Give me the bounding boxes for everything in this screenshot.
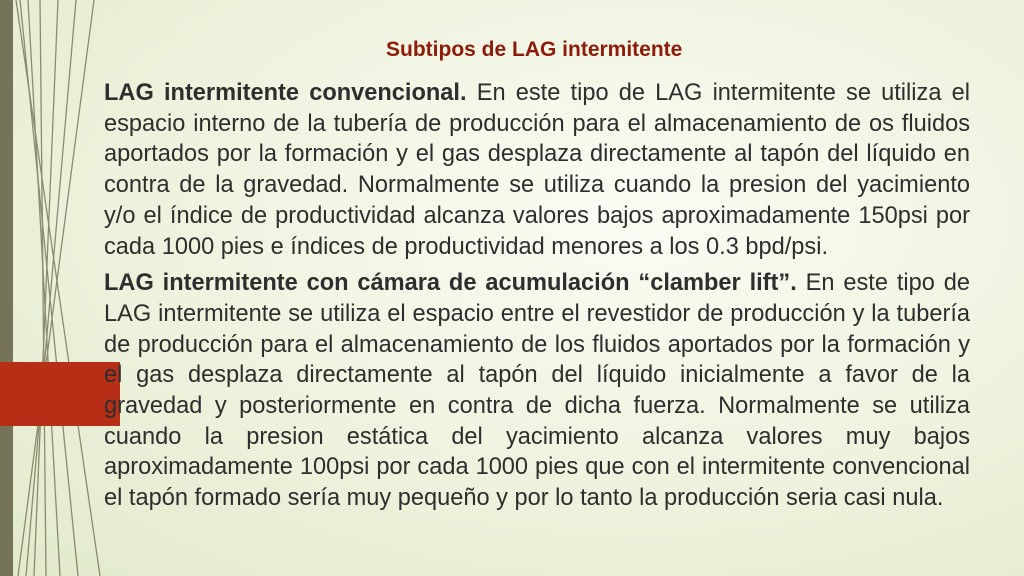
- accent-tab: [0, 362, 120, 426]
- paragraph-text: En este tipo de LAG intermitente se utiliza el espacio interno de la tubería de producción para el almacenamiento de os fluidos aportados por la formación y el gas desplaza directamente al tapón del líquido en contra de la gravedad. Normalmente se utiliza cuando la presion del yacimiento y/o el índice de productividad alcanza valores bajos aproximadamente 150psi por cada 1000 pies e índices de productividad menores a los 0.3 bpd/psi.: [104, 80, 970, 260]
- paragraph-conventional: [104, 78, 970, 262]
- paragraph-lead: LAG intermitente convencional.: [104, 80, 467, 106]
- paragraph-chamber-lift: [104, 268, 970, 514]
- paragraph-lead: LAG intermitente con cámara de acumulación “clamber lift”.: [104, 270, 797, 297]
- slide-body: [104, 78, 970, 520]
- slide-title: Subtipos de LAG intermitente: [386, 38, 683, 61]
- paragraph-text: En este tipo de LAG intermitente se utiliza el espacio entre el revestidor de producción y la tubería de producción para el almacenamiento de los fluidos aportados por la formación y el gas desplaza directamente al tapón del líquido inicialmente a favor de la gravedad y posteriormente en contra de dicha fuerza. Normalmente se utiliza cuando la presion estática del yacimiento alcanza valores muy bajos aproximadamente 100psi por cada 1000 pies que con el intermitente convencional el tapón formado sería muy pequeño y por lo tanto la producción seria casi nula.: [104, 270, 970, 512]
